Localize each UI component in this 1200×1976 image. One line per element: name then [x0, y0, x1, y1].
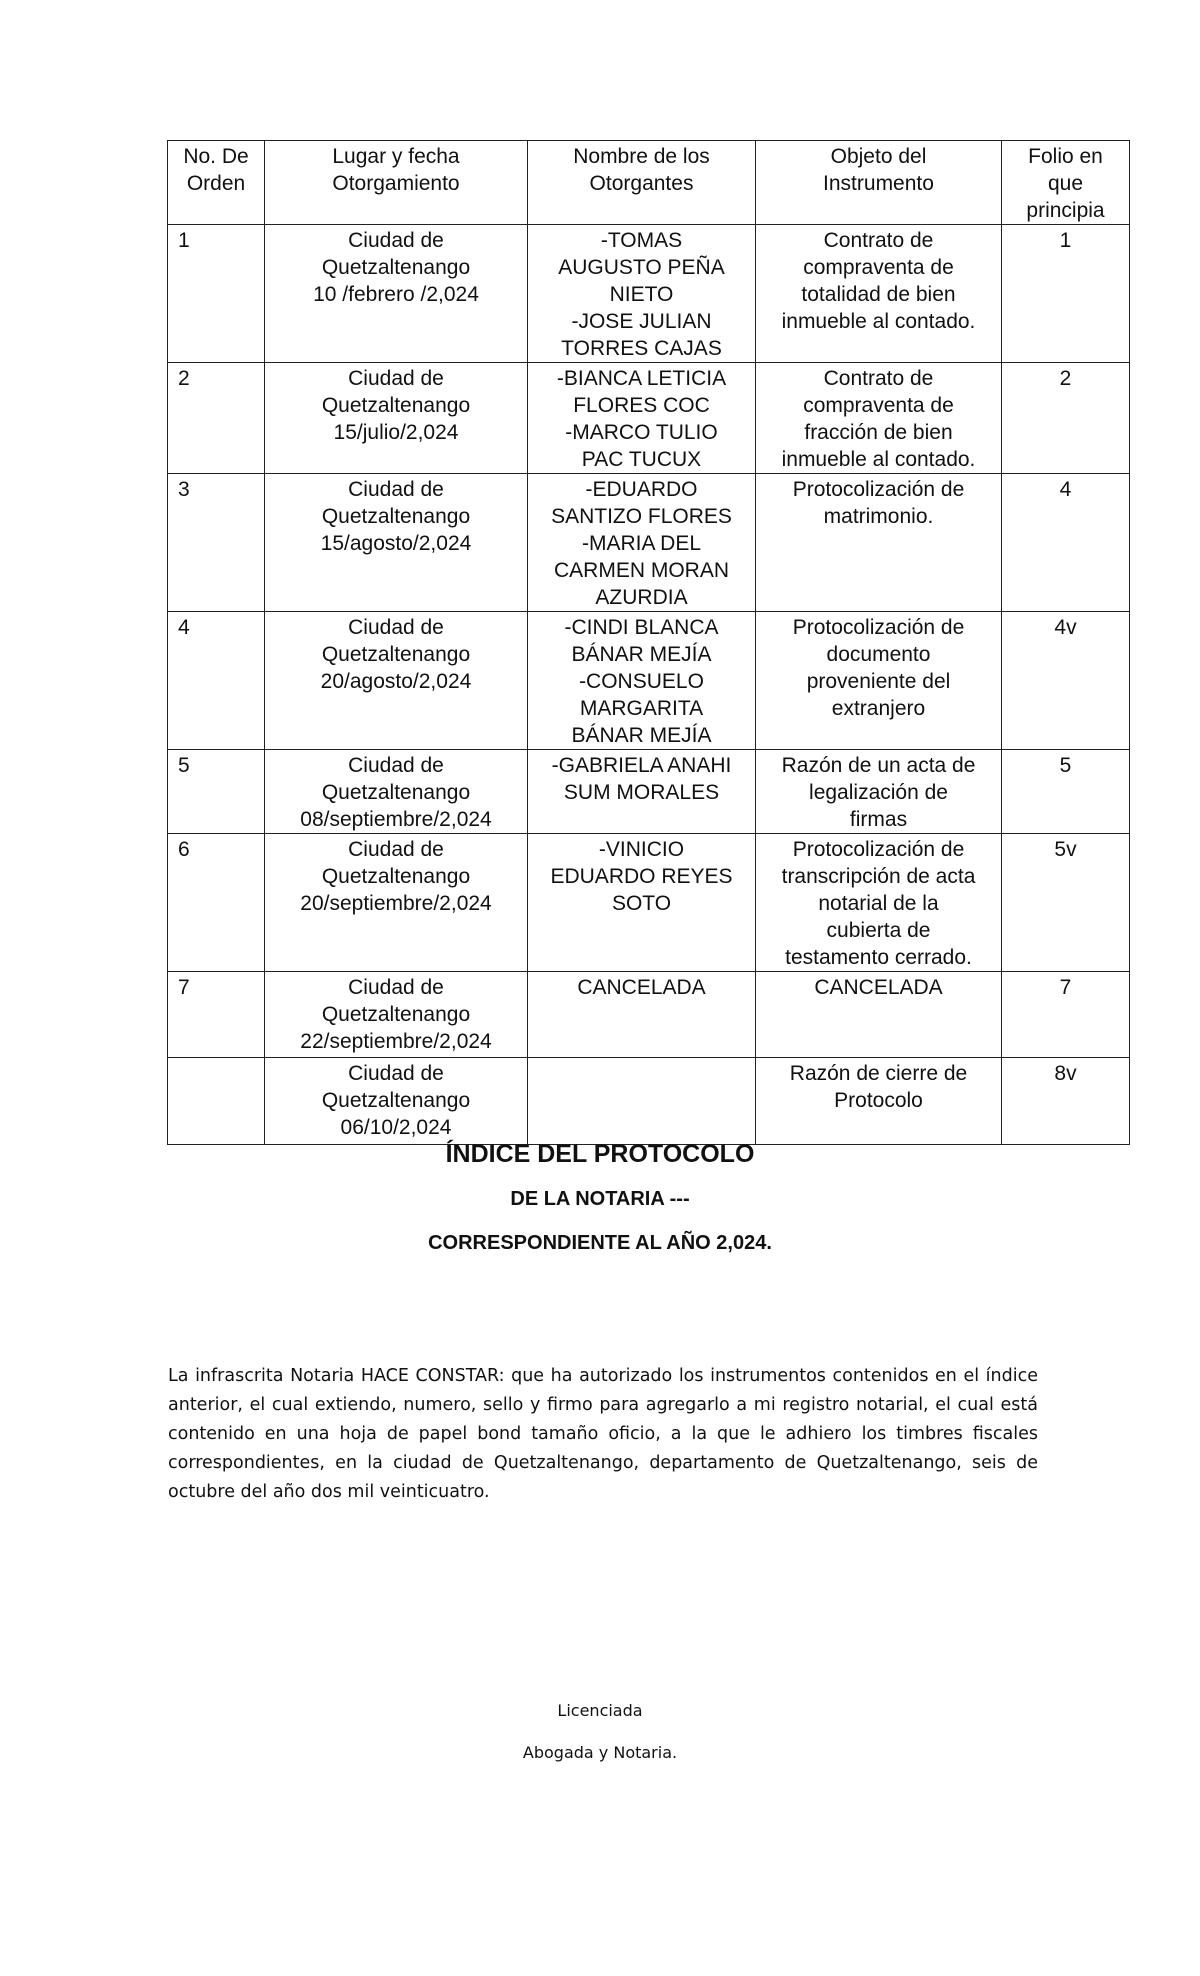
- cell-folio: 2: [1002, 363, 1130, 474]
- cell-no: 4: [168, 612, 265, 750]
- cell-folio: 7: [1002, 972, 1130, 1058]
- cell-objeto: Protocolización de documento proveniente del extranjero: [756, 612, 1002, 750]
- cell-objeto: CANCELADA: [756, 972, 1002, 1058]
- header-lugar-fecha: Lugar y fecha Otorgamiento: [265, 141, 528, 225]
- cell-lugar: Ciudad de Quetzaltenango 10 /febrero /2,024: [265, 225, 528, 363]
- signature-title: Licenciada: [557, 1701, 643, 1720]
- cell-nombres: -VINICIO EDUARDO REYES SOTO: [528, 834, 756, 972]
- table-header-row: [168, 141, 1130, 225]
- header-objeto: Objeto del Instrumento: [756, 141, 1002, 225]
- cell-nombres: -TOMAS AUGUSTO PEÑA NIETO -JOSE JULIAN TORRES CAJAS: [528, 225, 756, 363]
- table-row: [168, 225, 1130, 363]
- cell-lugar: Ciudad de Quetzaltenango 22/septiembre/2,024: [265, 972, 528, 1058]
- cell-nombres: -CINDI BLANCA BÁNAR MEJÍA -CONSUELO MARGARITA BÁNAR MEJÍA: [528, 612, 756, 750]
- cell-folio: 4v: [1002, 612, 1130, 750]
- cell-lugar: Ciudad de Quetzaltenango 20/septiembre/2,024: [265, 834, 528, 972]
- cell-objeto: Contrato de compraventa de fracción de bien inmueble al contado.: [756, 363, 1002, 474]
- cell-nombres: -EDUARDO SANTIZO FLORES -MARIA DEL CARMEN MORAN AZURDIA: [528, 474, 756, 612]
- cell-nombres: [528, 1058, 756, 1145]
- cell-nombres: -BIANCA LETICIA FLORES COC -MARCO TULIO PAC TUCUX: [528, 363, 756, 474]
- cell-lugar: Ciudad de Quetzaltenango 06/10/2,024: [265, 1058, 528, 1145]
- cell-no: 2: [168, 363, 265, 474]
- protocol-index-table: [167, 140, 1130, 1145]
- table-row: [168, 474, 1130, 612]
- document-title: ÍNDICE DEL PROTOCOLO: [445, 1140, 755, 1168]
- cell-no: 7: [168, 972, 265, 1058]
- document-subtitle: DE LA NOTARIA ---: [510, 1188, 690, 1210]
- cell-lugar: Ciudad de Quetzaltenango 20/agosto/2,024: [265, 612, 528, 750]
- cell-nombres: -GABRIELA ANAHI SUM MORALES: [528, 750, 756, 834]
- cell-lugar: Ciudad de Quetzaltenango 08/septiembre/2,024: [265, 750, 528, 834]
- cell-objeto: Protocolización de transcripción de acta notarial de la cubierta de testamento cerrado.: [756, 834, 1002, 972]
- cell-folio: 1: [1002, 225, 1130, 363]
- cell-no: 6: [168, 834, 265, 972]
- header-otorgantes: Nombre de los Otorgantes: [528, 141, 756, 225]
- cell-no: 5: [168, 750, 265, 834]
- table-row: [168, 972, 1130, 1058]
- signature-role: Abogada y Notaria.: [522, 1743, 678, 1762]
- cell-folio: 5: [1002, 750, 1130, 834]
- cell-no: [168, 1058, 265, 1145]
- cell-objeto: Protocolización de matrimonio.: [756, 474, 1002, 612]
- header-folio: Folio en que principia: [1002, 141, 1130, 225]
- cell-no: 3: [168, 474, 265, 612]
- cell-objeto: Contrato de compraventa de totalidad de bien inmueble al contado.: [756, 225, 1002, 363]
- cell-objeto: Razón de cierre de Protocolo: [756, 1058, 1002, 1145]
- cell-objeto: Razón de un acta de legalización de firmas: [756, 750, 1002, 834]
- cell-nombres: CANCELADA: [528, 972, 756, 1058]
- certification-paragraph: La infrascrita Notaria HACE CONSTAR: que ha autorizado los instrumentos contenidos en el índice anterior, el cual extiendo, numero, sello y firmo para agregarlo a mi registro notarial, el cual está contenido en una hoja de papel bond tamaño oficio, a la que le adhiero los timbres fiscales correspondientes, en la ciudad de Quetzaltenango, departamento de Quetzaltenango, seis de octubre del año dos mil veinticuatro.: [168, 1366, 1038, 1502]
- cell-no: 1: [168, 225, 265, 363]
- cell-lugar: Ciudad de Quetzaltenango 15/agosto/2,024: [265, 474, 528, 612]
- cell-lugar: Ciudad de Quetzaltenango 15/julio/2,024: [265, 363, 528, 474]
- document-year-line: CORRESPONDIENTE AL AÑO 2,024.: [428, 1232, 772, 1254]
- cell-folio: 8v: [1002, 1058, 1130, 1145]
- table-row: [168, 750, 1130, 834]
- cell-folio: 5v: [1002, 834, 1130, 972]
- table-row: [168, 363, 1130, 474]
- table-row: [168, 834, 1130, 972]
- table-row: [168, 1058, 1130, 1145]
- header-no-orden: No. De Orden: [168, 141, 265, 225]
- table-row: [168, 612, 1130, 750]
- cell-folio: 4: [1002, 474, 1130, 612]
